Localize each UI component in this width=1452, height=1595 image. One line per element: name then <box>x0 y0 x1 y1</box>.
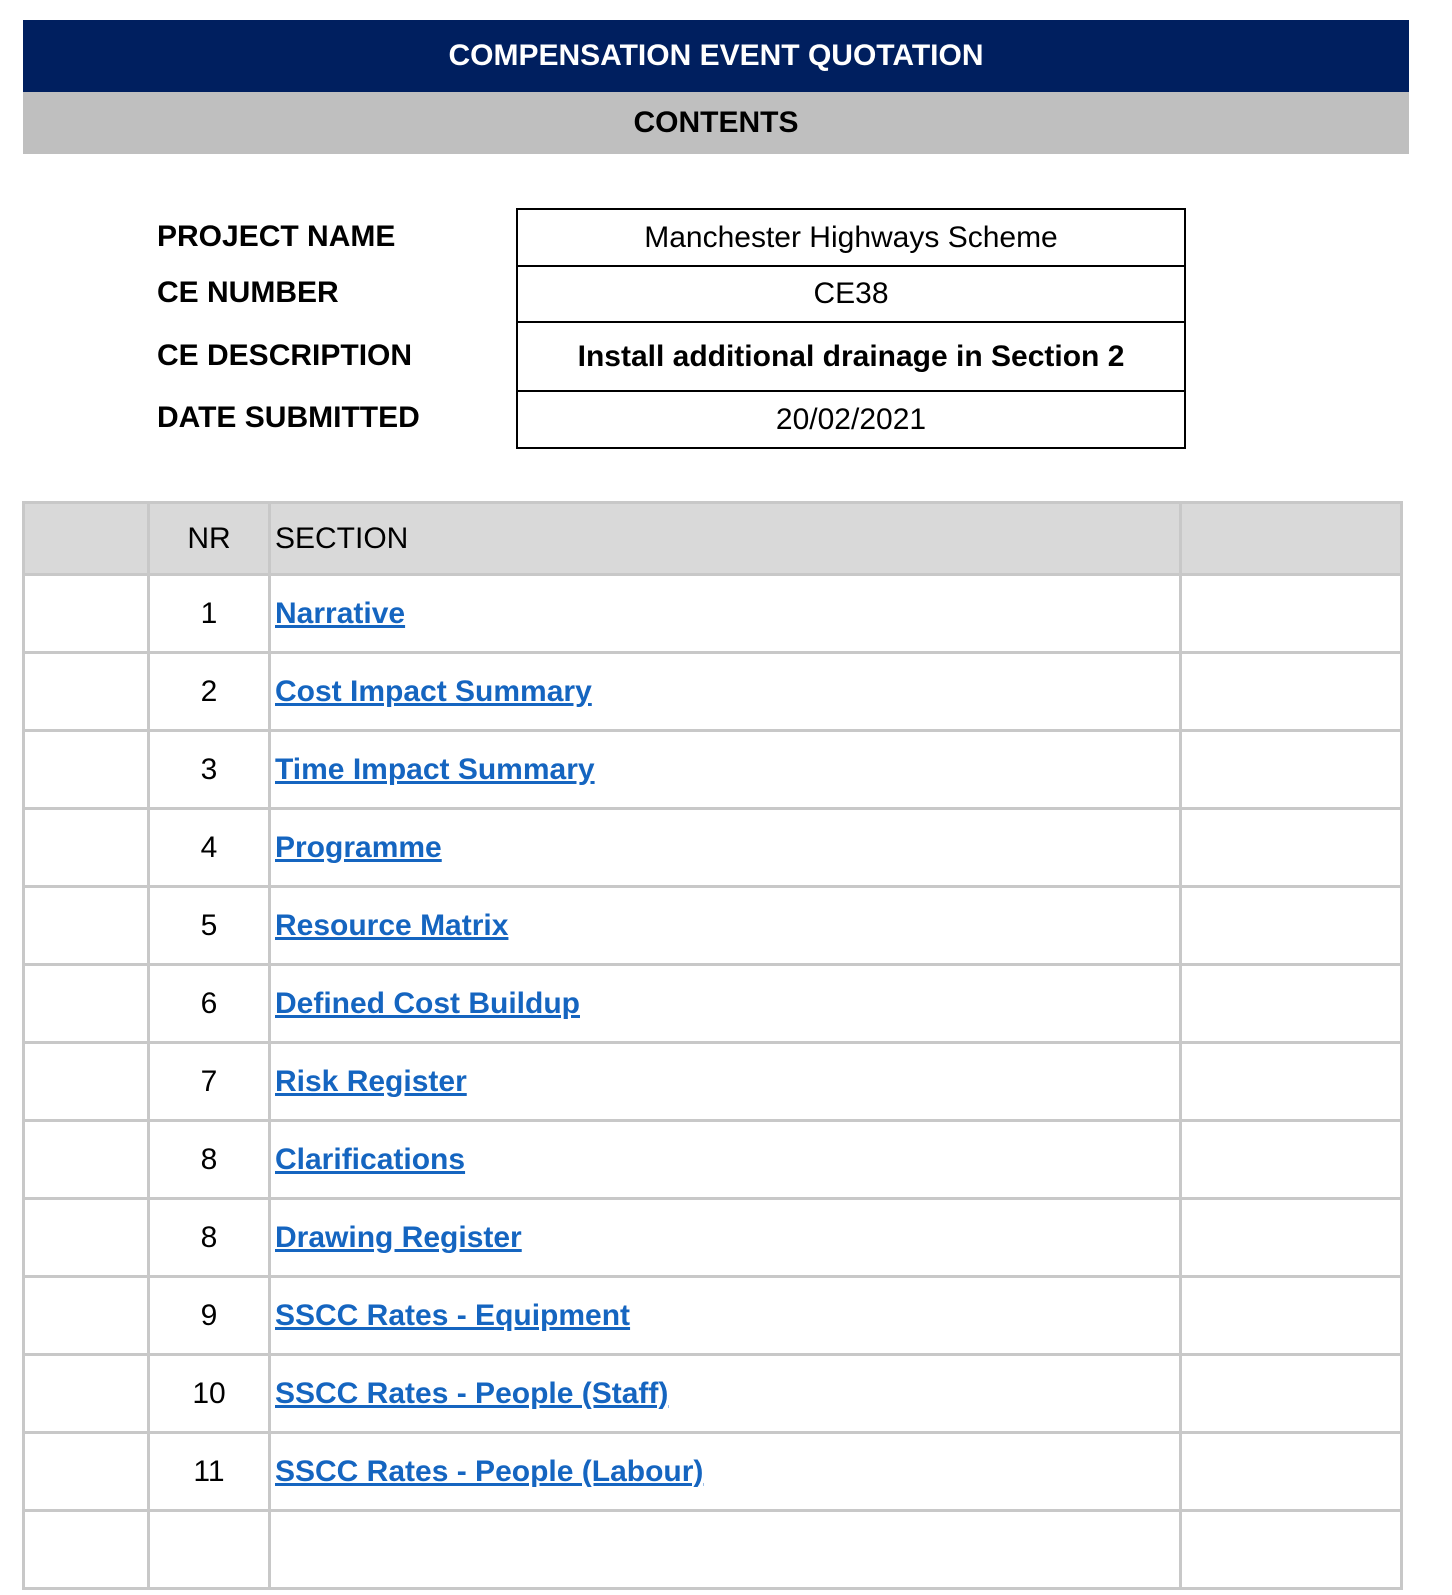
section-cell <box>270 809 1181 887</box>
section-link[interactable]: Cost Impact Summary <box>275 674 592 708</box>
section-cell <box>270 1355 1181 1433</box>
table-row <box>24 1121 1402 1199</box>
section-link[interactable]: Resource Matrix <box>275 908 509 942</box>
project-info-box <box>516 208 1186 449</box>
table-row <box>24 1199 1402 1277</box>
ce-number-value: CE38 <box>518 267 1184 323</box>
section-link[interactable]: Risk Register <box>275 1064 467 1098</box>
table-header-row <box>24 503 1402 575</box>
contents-heading: CONTENTS <box>23 92 1409 154</box>
nr-header: NR <box>149 503 270 575</box>
row-number: 6 <box>149 965 270 1043</box>
ce-description-label: CE DESCRIPTION <box>157 339 413 372</box>
row-number: 3 <box>149 731 270 809</box>
document-title: COMPENSATION EVENT QUOTATION <box>23 20 1409 92</box>
section-cell <box>270 653 1181 731</box>
row-number: 2 <box>149 653 270 731</box>
section-cell <box>270 887 1181 965</box>
section-header: SECTION <box>270 503 1181 575</box>
contents-table <box>22 501 1403 1590</box>
section-cell <box>270 965 1181 1043</box>
table-row <box>24 965 1402 1043</box>
section-cell <box>270 1433 1181 1511</box>
table-row <box>24 575 1402 653</box>
row-number: 9 <box>149 1277 270 1355</box>
table-row <box>24 731 1402 809</box>
date-submitted-label: DATE SUBMITTED <box>157 401 420 434</box>
section-cell <box>270 1121 1181 1199</box>
table-row <box>24 1433 1402 1511</box>
project-name-value: Manchester Highways Scheme <box>518 210 1184 267</box>
row-number: 5 <box>149 887 270 965</box>
table-row <box>24 809 1402 887</box>
section-cell <box>270 1199 1181 1277</box>
section-link[interactable]: SSCC Rates - Equipment <box>275 1298 631 1332</box>
table-row <box>24 1511 1402 1589</box>
table-row <box>24 1277 1402 1355</box>
row-number: 8 <box>149 1199 270 1277</box>
row-number: 11 <box>149 1433 270 1511</box>
ce-description-value: Install additional drainage in Section 2 <box>518 323 1184 392</box>
table-row <box>24 1043 1402 1121</box>
section-link[interactable]: SSCC Rates - People (Staff) <box>275 1376 669 1410</box>
section-link[interactable]: Narrative <box>275 596 406 630</box>
row-number: 7 <box>149 1043 270 1121</box>
section-cell <box>270 731 1181 809</box>
row-number: 10 <box>149 1355 270 1433</box>
section-link[interactable]: Defined Cost Buildup <box>275 986 580 1020</box>
table-row <box>24 653 1402 731</box>
section-cell <box>270 1043 1181 1121</box>
row-number: 4 <box>149 809 270 887</box>
row-number: 8 <box>149 1121 270 1199</box>
section-cell <box>270 575 1181 653</box>
section-link[interactable]: SSCC Rates - People (Labour) <box>275 1454 704 1488</box>
project-name-label: PROJECT NAME <box>157 220 396 253</box>
ce-number-label: CE NUMBER <box>157 276 339 309</box>
section-cell <box>270 1277 1181 1355</box>
section-link[interactable]: Programme <box>275 830 442 864</box>
row-number: 1 <box>149 575 270 653</box>
date-submitted-value: 20/02/2021 <box>775 402 927 436</box>
section-link[interactable]: Time Impact Summary <box>275 752 595 786</box>
section-link[interactable]: Drawing Register <box>275 1220 522 1254</box>
table-row <box>24 887 1402 965</box>
table-row <box>24 1355 1402 1433</box>
section-link[interactable]: Clarifications <box>275 1142 466 1176</box>
